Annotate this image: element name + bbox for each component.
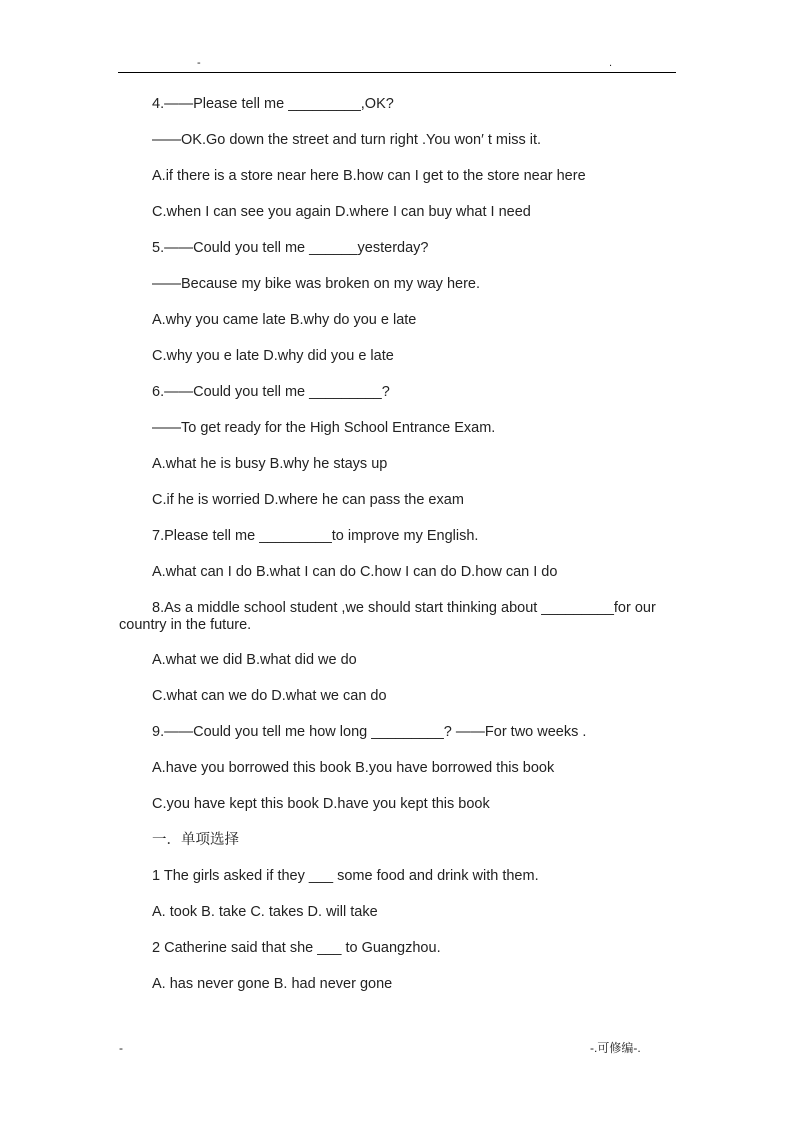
item-1-options: A. took B. take C. takes D. will take	[152, 904, 378, 920]
question-6-response: ——To get ready for the High School Entrance Exam.	[152, 420, 496, 436]
item-2-options: A. has never gone B. had never gone	[152, 976, 393, 992]
question-4-options-ab: A.if there is a store near here B.how can I get to the store near here	[152, 168, 586, 184]
question-9-options-cd: C.you have kept this book D.have you kept this book	[152, 796, 490, 812]
question-6-stem: 6.——Could you tell me _________?	[152, 384, 390, 400]
item-2-stem: 2 Catherine said that she ___ to Guangzhou.	[152, 940, 441, 956]
question-6-options-ab: A.what he is busy B.why he stays up	[152, 456, 388, 472]
footer-left-mark: -	[119, 1041, 123, 1055]
question-7-options: A.what can I do B.what I can do C.how I can do D.how can I do	[152, 564, 558, 580]
header-right-mark: .	[609, 57, 613, 69]
question-4-stem: 4.——Please tell me _________,OK?	[152, 96, 394, 112]
question-6-options-cd: C.if he is worried D.where he can pass the exam	[152, 492, 464, 508]
question-8-stem: 8.As a middle school student ,we should start thinking about _________for our country in the future.	[119, 600, 656, 633]
item-1-stem: 1 The girls asked if they ___ some food and drink with them.	[152, 868, 539, 884]
question-4-options-cd: C.when I can see you again D.where I can buy what I need	[152, 204, 531, 220]
question-7-stem: 7.Please tell me _________to improve my English.	[152, 528, 479, 544]
question-5-response: ——Because my bike was broken on my way here.	[152, 276, 480, 292]
section-heading: 一．单项选择	[152, 832, 239, 848]
question-9-options-ab: A.have you borrowed this book B.you have borrowed this book	[152, 760, 555, 776]
header-rule	[118, 72, 676, 73]
question-9-stem: 9.——Could you tell me how long _________? ——For two weeks .	[152, 724, 587, 740]
question-5-options-ab: A.why you came late B.why do you e late	[152, 312, 417, 328]
header-left-mark: -	[197, 57, 201, 69]
footer-right-mark: -.可修编-.	[590, 1041, 641, 1055]
question-8-options-cd: C.what can we do D.what we can do	[152, 688, 387, 704]
question-4-response: ——OK.Go down the street and turn right .You won′ t miss it.	[152, 132, 542, 148]
question-5-stem: 5.——Could you tell me ______yesterday?	[152, 240, 429, 256]
question-8-options-ab: A.what we did B.what did we do	[152, 652, 357, 668]
question-5-options-cd: C.why you e late D.why did you e late	[152, 348, 394, 364]
